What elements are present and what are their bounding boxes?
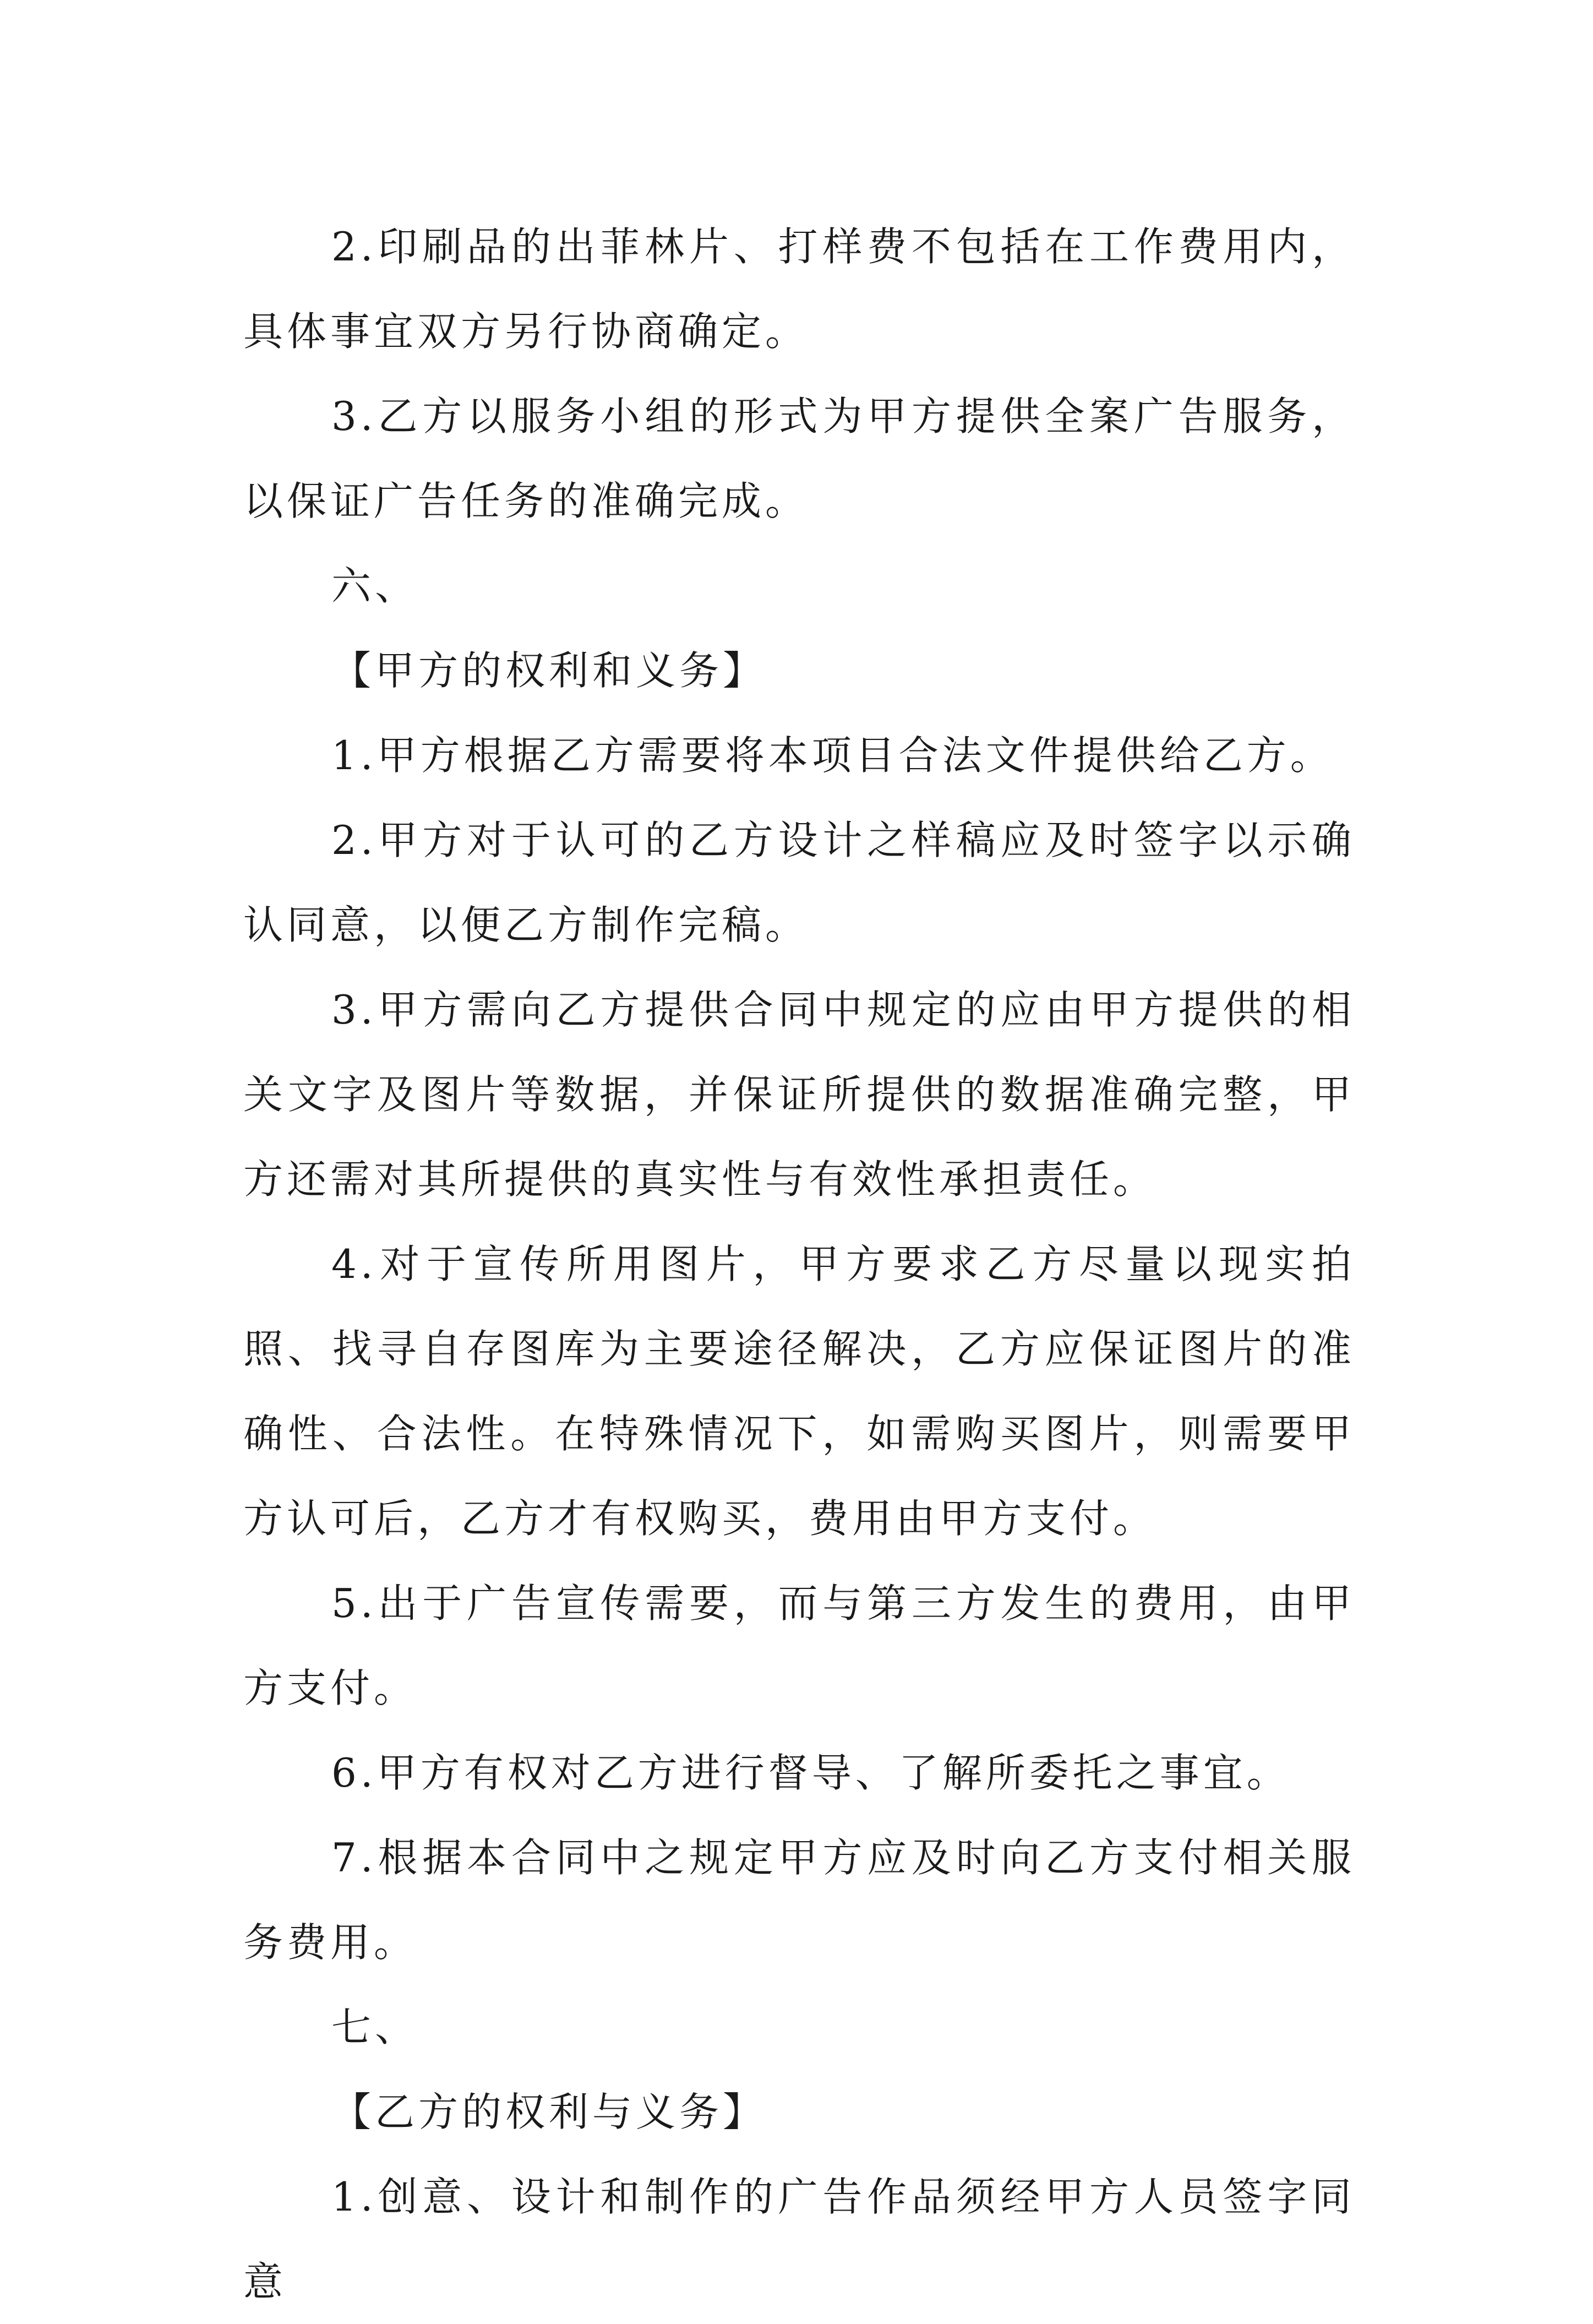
paragraph-b-item-1: 1.创意、设计和制作的广告作品须经甲方人员签字同意	[243, 2174, 1355, 2305]
paragraph-a-item-2: 2.甲方对于认可的乙方设计之样稿应及时签字以示确认同意，以便乙方制作完稿。	[243, 817, 1355, 948]
paragraph-a-item-7: 7.根据本合同中之规定甲方应及时向乙方支付相关服务费用。	[243, 1835, 1355, 1966]
section-number-six: 六、	[331, 563, 419, 609]
section-heading-party-a-rights: 【甲方的权利和义务】	[331, 647, 767, 694]
paragraph-a-item-5: 5.出于广告宣传需要，而与第三方发生的费用，由甲方支付。	[243, 1580, 1355, 1711]
section-heading-party-b-rights: 【乙方的权利与义务】	[331, 2089, 767, 2135]
document-body	[243, 204, 1355, 2324]
paragraph-a-item-4: 4.对于宣传所用图片，甲方要求乙方尽量以现实拍照、找寻自存图库为主要途径解决，乙方应保证图片的准确性、合法性。在特殊情况下，如需购买图片，则需要甲方认可后，乙方才有权购买，费用由甲方支付。	[243, 1241, 1355, 1542]
paragraph-a-item-1: 1.甲方根据乙方需要将本项目合法文件提供给乙方。	[331, 732, 1334, 779]
paragraph-a-item-6: 6.甲方有权对乙方进行督导、了解所委托之事宜。	[331, 1750, 1290, 1796]
paragraph-a-item-3: 3.甲方需向乙方提供合同中规定的应由甲方提供的相关文字及图片等数据，并保证所提供的数据准确完整，甲方还需对其所提供的真实性与有效性承担责任。	[243, 987, 1355, 1202]
section-number-seven: 七、	[331, 2004, 419, 2050]
paragraph-printing-fees: 2.印刷品的出菲林片、打样费不包括在工作费用内，具体事宜双方另行协商确定。	[243, 224, 1355, 355]
paragraph-service-team: 3.乙方以服务小组的形式为甲方提供全案广告服务，以保证广告任务的准确完成。	[243, 393, 1355, 524]
